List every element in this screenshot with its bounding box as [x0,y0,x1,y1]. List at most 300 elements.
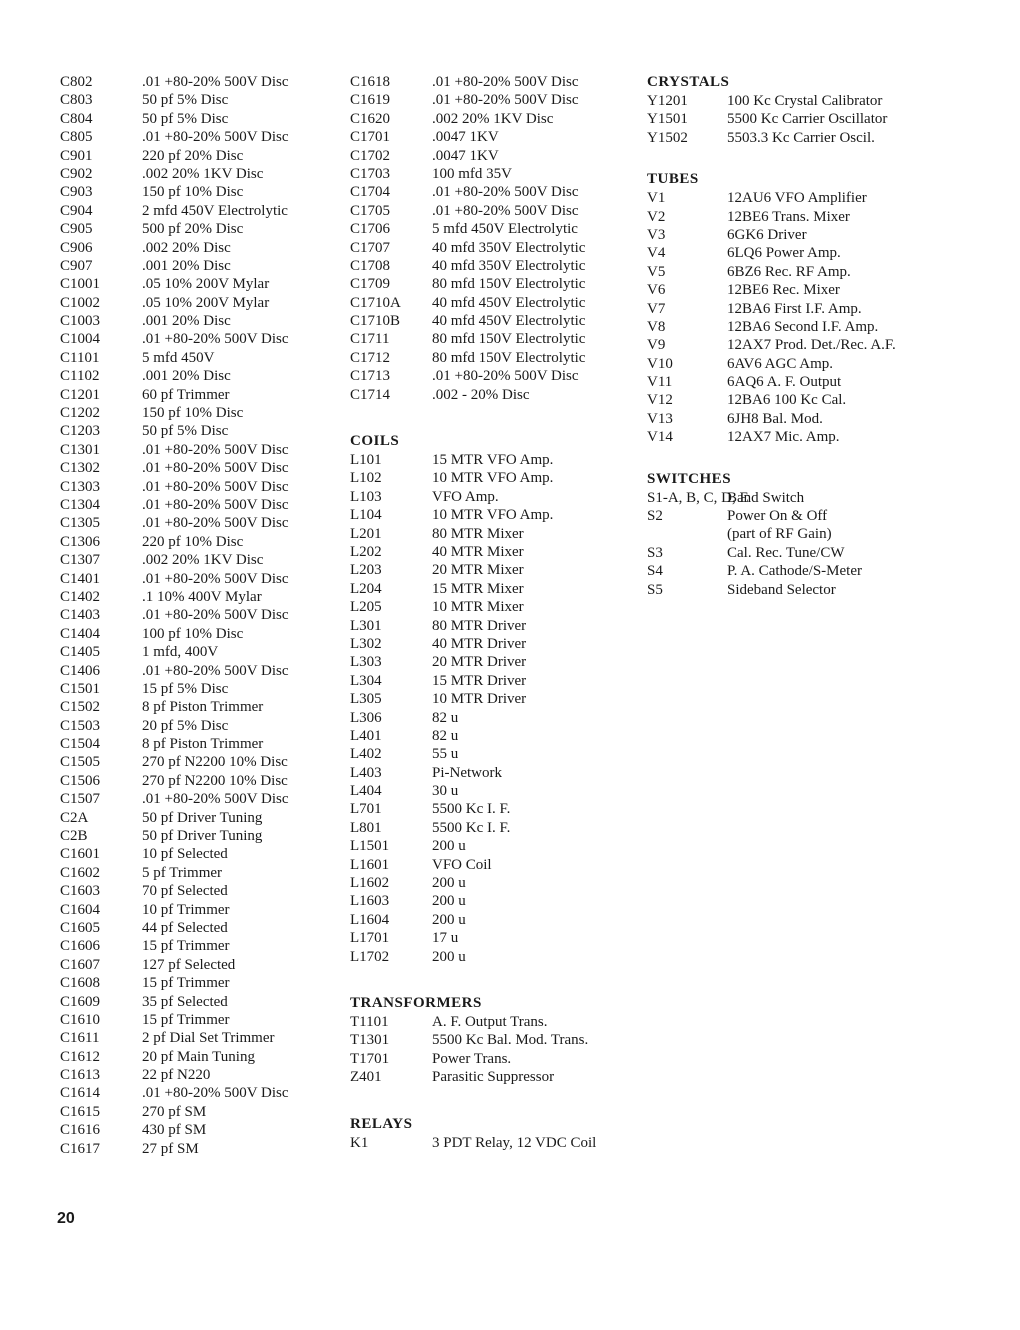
part-description: .001 20% Disc [142,257,231,274]
part-description: 50 pf Driver Tuning [142,809,263,826]
part-description: .002 20% 1KV Disc [432,110,554,127]
part-reference: C1613 [60,1067,101,1084]
part-description: 70 pf Selected [142,883,228,900]
part-reference: V4 [647,245,666,262]
part-row [350,837,482,855]
part-reference: C1617 [60,1140,101,1157]
part-description: Pi-Network [432,764,502,781]
part-reference: L304 [350,672,382,689]
part-reference: C902 [60,165,93,182]
part-reference: L305 [350,691,382,708]
part-description: 2 pf Dial Set Trimmer [142,1030,275,1047]
part-description: 40 mfd 450V Electrolytic [432,313,586,330]
part-row [350,220,578,238]
part-reference: Y1501 [647,111,688,128]
part-description: 6AV6 AGC Amp. [727,355,833,372]
part-description: .0047 1KV [432,147,499,164]
part-description: .01 +80-20% 500V Disc [432,202,579,219]
part-description: 100 pf 10% Disc [142,625,244,642]
part-row [647,336,896,354]
part-description: 6GK6 Driver [727,226,807,243]
part-description: 20 MTR Mixer [432,562,524,579]
part-row [350,892,482,910]
part-row [350,1068,555,1086]
part-reference: C1701 [350,129,391,146]
part-reference: V3 [647,226,666,243]
part-description: .001 20% Disc [142,368,231,385]
part-description: .01 +80-20% 500V Disc [142,515,289,532]
part-description: 15 pf Trimmer [142,938,230,955]
part-description: (part of RF Gain) [727,526,832,543]
part-description: 200 u [432,838,466,855]
crystals-heading: CRYSTALS [647,74,730,90]
part-row [350,183,579,201]
part-reference: C1709 [350,276,391,293]
part-row [350,727,482,745]
part-description: 8 pf Piston Trimmer [142,736,264,753]
part-row [647,391,847,409]
part-row [647,355,833,373]
part-description: 50 pf 5% Disc [142,423,229,440]
part-row [647,489,805,507]
part-description: .01 +80-20% 500V Disc [142,1085,289,1102]
part-reference: L303 [350,654,382,671]
part-row [350,948,482,966]
part-row [350,800,511,818]
part-row [350,165,512,183]
part-description: .01 +80-20% 500V Disc [142,570,289,587]
part-description: 80 mfd 150V Electrolytic [432,331,586,348]
part-reference: C1704 [350,184,391,201]
part-row [647,373,842,391]
part-reference: C907 [60,257,93,274]
part-description: 60 pf Trimmer [142,386,230,403]
relays-list [350,1134,597,1152]
part-row [350,1134,597,1152]
part-description: 270 pf N2200 10% Disc [142,772,288,789]
part-row [350,386,530,404]
part-reference: C1101 [60,349,100,366]
part-description: 82 u [432,709,459,726]
part-reference: L201 [350,525,382,542]
part-reference: L306 [350,709,382,726]
part-description: Power Trans. [432,1050,512,1067]
part-description: 6BZ6 Rec. RF Amp. [727,263,851,280]
part-row [350,147,499,165]
part-reference: T1301 [350,1032,390,1049]
part-reference: C1306 [60,533,101,550]
part-description: 200 u [432,875,466,892]
part-reference: C905 [60,221,93,238]
parts-column-2 [350,73,597,1152]
part-row [350,543,524,561]
part-reference: C1401 [60,570,101,587]
part-reference: L1603 [350,893,390,910]
part-reference: L1604 [350,911,390,928]
part-reference: C1203 [60,423,101,440]
part-row [350,73,579,91]
part-description: 55 u [432,746,459,763]
part-description: .01 +80-20% 500V Disc [142,74,289,90]
part-row [647,507,828,525]
part-description: 12AU6 VFO Amplifier [727,190,867,207]
part-reference: L205 [350,599,382,616]
part-reference: C1405 [60,644,101,661]
page-number: 20 [57,1210,75,1227]
part-reference: V2 [647,208,666,225]
part-description: 5 mfd 450V [142,349,215,366]
part-reference: C1614 [60,1085,101,1102]
part-description: 150 pf 10% Disc [142,405,244,422]
part-description: 200 u [432,911,466,928]
part-reference: C1618 [350,74,391,90]
part-description: 35 pf Selected [142,993,228,1010]
part-description: 40 MTR Mixer [432,543,524,560]
part-reference: Z401 [350,1069,382,1086]
part-description: 10 pf Selected [142,846,228,863]
part-description: .01 +80-20% 500V Disc [142,331,289,348]
part-reference: C802 [60,74,93,90]
part-description: 10 MTR Driver [432,691,527,708]
part-description: 50 pf 5% Disc [142,110,229,127]
part-row [350,745,482,763]
part-description: VFO Coil [432,856,492,873]
part-description: .01 +80-20% 500V Disc [142,662,289,679]
part-description: .002 20% 1KV Disc [142,552,264,569]
part-description: 270 pf SM [142,1103,207,1120]
part-reference: C1301 [60,441,101,458]
part-row [647,129,875,147]
part-reference: C2B [60,828,88,845]
part-reference: K1 [350,1134,369,1151]
part-reference: C1610 [60,1011,101,1028]
part-row [647,428,840,446]
part-description: .0047 1KV [432,129,499,146]
part-row [350,580,524,598]
part-description: VFO Amp. [432,488,499,505]
part-description: .01 +80-20% 500V Disc [142,607,289,624]
part-reference: C1402 [60,588,101,605]
tubes-heading: TUBES [647,171,699,188]
part-reference: C1708 [350,257,391,274]
part-reference: C1102 [60,368,100,385]
part-description: 12BA6 100 Kc Cal. [727,392,847,409]
part-row [350,929,482,947]
part-reference: V12 [647,392,673,409]
part-reference: L1702 [350,948,390,965]
part-row [647,244,841,262]
part-description: 12AX7 Prod. Det./Rec. A.F. [727,337,896,354]
part-reference: L302 [350,635,382,652]
part-description: 80 MTR Mixer [432,525,524,542]
part-reference: L104 [350,507,382,524]
part-description: 1 mfd, 400V [142,644,219,661]
part-reference: C1602 [60,864,101,881]
coils-list [350,451,554,966]
part-row [350,617,527,635]
part-row [647,544,845,562]
part-row [350,1050,512,1068]
part-description: A. F. Output Trans. [432,1013,548,1030]
part-description: 500 pf 20% Disc [142,221,244,238]
part-reference: C1608 [60,975,101,992]
part-reference: L801 [350,819,382,836]
part-reference: V5 [647,263,666,280]
part-description: 5500 Kc I. F. [432,801,511,818]
part-reference: T1701 [350,1050,390,1067]
part-row [350,690,527,708]
part-description: 10 pf Trimmer [142,901,230,918]
part-reference: V9 [647,337,666,354]
part-row [350,312,586,330]
part-row [350,911,482,929]
part-reference: C1615 [60,1103,101,1120]
part-description: .002 - 20% Disc [432,386,530,403]
part-row [350,128,499,146]
part-reference: C1713 [350,368,391,385]
part-description: 80 MTR Driver [432,617,527,634]
part-row [647,581,836,599]
part-reference: C1714 [350,386,391,403]
part-description: 150 pf 10% Disc [142,184,244,201]
part-reference: C1503 [60,717,101,734]
part-description: 100 mfd 35V [432,165,512,182]
parts-column-3 [647,72,896,599]
part-reference: C1505 [60,754,101,771]
part-description: 44 pf Selected [142,919,228,936]
part-description: .01 +80-20% 500V Disc [432,92,579,109]
part-description: .01 +80-20% 500V Disc [432,184,579,201]
part-description: 17 u [432,930,459,947]
part-description: 12BA6 Second I.F. Amp. [727,318,879,335]
part-row [350,367,579,385]
part-reference: C1706 [350,221,391,238]
part-description: 82 u [432,727,459,744]
part-description: 50 pf 5% Disc [142,92,229,109]
part-row [350,257,586,275]
part-reference: L102 [350,470,382,487]
part-reference: C1619 [350,92,391,109]
part-description: .01 +80-20% 500V Disc [142,478,289,495]
part-reference: L202 [350,543,382,560]
part-reference: C1001 [60,276,101,293]
part-reference: C1403 [60,607,101,624]
part-description: 100 Kc Crystal Calibrator [727,93,883,109]
part-description: 12BE6 Rec. Mixer [727,282,840,299]
capacitor-list-2 [350,73,586,404]
part-row [350,709,482,727]
part-reference: C1611 [60,1030,100,1047]
part-description: 15 MTR Mixer [432,580,524,597]
part-row [350,672,527,690]
part-description: 50 pf Driver Tuning [142,828,263,845]
part-reference: S1-A, B, C, D, E [647,489,749,506]
part-reference: S5 [647,581,663,598]
part-row [350,506,554,524]
part-reference: C1004 [60,331,101,348]
part-reference: C1406 [60,662,101,679]
part-row [350,110,554,128]
part-reference: C1302 [60,460,101,477]
part-reference: C1711 [350,331,390,348]
part-description: 5500 Kc Carrier Oscillator [727,111,888,128]
part-reference: L402 [350,746,382,763]
part-description: Parasitic Suppressor [432,1069,555,1086]
part-reference: S4 [647,563,663,580]
part-reference: L1602 [350,875,390,892]
part-description: 5500 Kc I. F. [432,819,511,836]
part-row [350,874,482,892]
part-row [350,653,527,671]
part-description: .01 +80-20% 500V Disc [142,496,289,513]
part-row [647,110,888,128]
part-reference: C2A [60,809,89,826]
part-reference: C1710B [350,313,401,330]
part-reference: C901 [60,147,93,164]
part-reference: C903 [60,184,93,201]
part-row [350,782,482,800]
part-reference: L1501 [350,838,390,855]
part-reference: C1202 [60,405,101,422]
part-reference: C1606 [60,938,101,955]
part-description: .01 +80-20% 500V Disc [142,129,289,146]
part-description: 10 MTR Mixer [432,599,524,616]
part-reference: V6 [647,282,666,299]
part-reference: C1601 [60,846,101,863]
part-description: 10 MTR VFO Amp. [432,507,554,524]
part-reference: C1304 [60,496,101,513]
part-description: 20 pf Main Tuning [142,1048,255,1065]
part-description: 5503.3 Kc Carrier Oscil. [727,129,875,146]
part-reference: C1703 [350,165,391,182]
part-reference: S2 [647,508,663,525]
part-row [350,1031,589,1049]
part-description: 40 MTR Driver [432,635,527,652]
part-description: 20 pf 5% Disc [142,717,229,734]
part-row [350,635,527,653]
part-reference: L404 [350,783,382,800]
part-reference: C1003 [60,313,101,330]
part-reference: C1609 [60,993,101,1010]
part-row [647,562,862,580]
part-row [647,410,823,428]
part-description: 15 MTR Driver [432,672,527,689]
part-description: .01 +80-20% 500V Disc [432,74,579,90]
part-description: Cal. Rec. Tune/CW [727,544,845,561]
part-description: Power On & Off [727,508,828,525]
part-reference: C1604 [60,901,101,918]
part-description: .01 +80-20% 500V Disc [142,791,289,808]
part-reference: C1201 [60,386,101,403]
part-description: 220 pf 20% Disc [142,147,244,164]
transformers-heading: TRANSFORMERS [350,994,482,1011]
part-reference: L101 [350,452,382,469]
part-row [350,525,524,543]
part-description: 5 pf Trimmer [142,864,223,881]
part-reference: C1705 [350,202,391,219]
part-reference: C1502 [60,699,101,716]
part-row [350,451,554,469]
part-description: 20 MTR Driver [432,654,527,671]
part-description: 200 u [432,948,466,965]
part-description: 220 pf 10% Disc [142,533,244,550]
part-reference: T1101 [350,1013,389,1030]
part-reference: L401 [350,727,382,744]
part-row [350,1013,548,1031]
part-description: 8 pf Piston Trimmer [142,699,264,716]
part-reference: C1712 [350,349,391,366]
part-description: 10 MTR VFO Amp. [432,470,554,487]
part-description: 15 pf Trimmer [142,975,230,992]
part-reference: C1307 [60,552,101,569]
part-reference: V11 [647,374,673,391]
switches-list [647,489,862,599]
part-description: 15 pf 5% Disc [142,680,229,697]
part-description: .01 +80-20% 500V Disc [432,368,579,385]
part-description: Sideband Selector [727,581,836,598]
part-reference: C803 [60,92,93,109]
part-description: 6AQ6 A. F. Output [727,374,842,391]
part-description: .01 +80-20% 500V Disc [142,460,289,477]
part-reference: Y1201 [647,93,688,109]
part-row [350,561,524,579]
part-reference: C1710A [350,294,401,311]
part-row [647,318,879,336]
part-row [647,92,883,110]
part-row [647,226,807,244]
part-reference: V8 [647,318,666,335]
crystals-list [647,92,888,147]
part-row [350,349,586,367]
part-row [647,189,867,207]
part-description: 430 pf SM [142,1122,207,1139]
part-row [350,330,586,348]
part-row [350,488,499,506]
part-description: 12AX7 Mic. Amp. [727,429,840,446]
part-row [350,202,579,220]
part-reference: L701 [350,801,382,818]
part-row [350,294,586,312]
part-reference: C1612 [60,1048,101,1065]
part-reference: L403 [350,764,382,781]
part-description: .05 10% 200V Mylar [142,276,270,293]
tubes-list [647,189,896,446]
part-reference: L103 [350,488,382,505]
part-reference: V7 [647,300,666,317]
part-description: 270 pf N2200 10% Disc [142,754,288,771]
part-row [350,469,554,487]
part-reference: S3 [647,544,663,561]
part-description: 12BA6 First I.F. Amp. [727,300,862,317]
part-description: 3 PDT Relay, 12 VDC Coil [432,1134,597,1151]
part-reference: C1305 [60,515,101,532]
part-description: 6LQ6 Power Amp. [727,245,841,262]
part-reference: C805 [60,129,93,146]
part-reference: L203 [350,562,382,579]
part-reference: V1 [647,190,666,207]
part-reference: C1603 [60,883,101,900]
part-reference: C1504 [60,736,101,753]
part-description: 40 mfd 350V Electrolytic [432,257,586,274]
part-description: 5 mfd 450V Electrolytic [432,221,578,238]
part-description: 27 pf SM [142,1140,199,1157]
part-reference: C1506 [60,772,101,789]
part-description: 2 mfd 450V Electrolytic [142,202,288,219]
part-reference: V10 [647,355,673,372]
part-reference: C1707 [350,239,391,256]
part-reference: L1601 [350,856,390,873]
part-reference: C1303 [60,478,101,495]
